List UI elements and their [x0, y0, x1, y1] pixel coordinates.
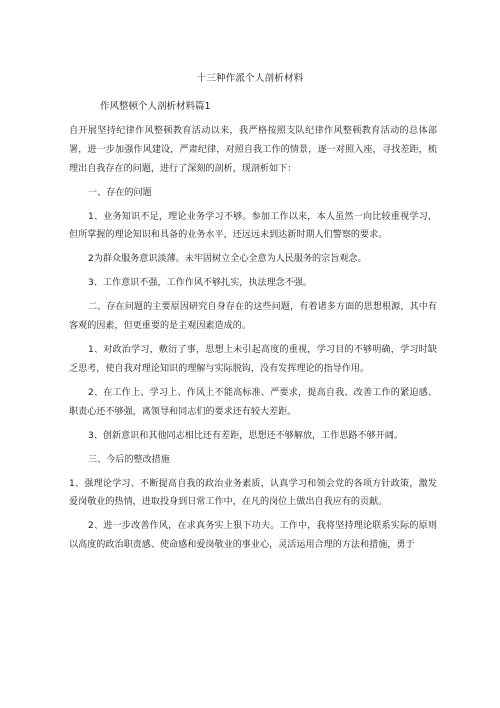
- paragraph: 3、工作意识不强，工作作风不够扎实，执法理念不强。: [88, 278, 313, 289]
- paragraph: 1、对政治学习，敷衍了事，思想上未引起高度的重视，学习目的不够明确，学习时缺乏思考，使自我对理论知识的理解与实际脱钩，没有发挥理论的指导作用。: [69, 345, 437, 374]
- paragraph: 3、创新意识和其他同志相比还有差距，思想还不够解放，工作思路不够开阔。: [88, 430, 403, 441]
- document-subtitle: 作风整顿个人剖析材料篇1: [100, 101, 211, 112]
- section-heading: 三、今后的整改措施: [88, 454, 170, 465]
- document-body: [69, 122, 437, 560]
- paragraph: 2、进一步改善作风，在求真务实上狠下功夫。工作中，我将坚持理论联系实际的原则以高度的政治职责感、使命感和爱岗敬业的事业心，灵活运用合理的方法和措施，勇于: [69, 521, 437, 551]
- paragraph: 1、业务知识不足，理论业务学习不够。参加工作以来，本人虽然一向比较重视学习，但所掌握的理论知识和具备的业务水平，还远远未到达新时期人们警察的要求。: [69, 211, 437, 241]
- paragraph: 自开展坚持纪律作风整顿教育活动以来，我严格按照支队纪律作风整顿教育活动的总体部署，进一步加强作风建设，严肃纪律，对照自我工作的情景，逐一对照入座，寻找差距，梳理出自我存在的问题，进行了深刻的剖析，现剖析如下：: [69, 126, 437, 174]
- paragraph: 2为群众服务意识淡薄。未牢固树立全心全意为人民服务的宗旨观念。: [88, 254, 367, 265]
- document-title: 十三种作派个人剖析材料: [196, 73, 304, 84]
- section-heading: 一、存在的问题: [88, 187, 152, 198]
- section-heading: 二、存在问题的主要原因研究自身存在的这些问题，有着诸多方面的思想根源，其中有客观的因素，但更重要的是主观因素造成的。: [69, 302, 437, 332]
- paragraph: 1、强理论学习、不断提高自我的政治业务素质，认真学习和领会党的各项方针政策，激发爱岗敬业的热情，进取投身到日常工作中，在凡的岗位上做出自我应有的贡献。: [69, 478, 437, 508]
- paragraph: 2、在工作上、学习上、作风上不能高标准、严要求，提高自我、改善工作的紧迫感、职责心还不够强，离领导和同志们的要求还有较大差距。: [69, 387, 437, 417]
